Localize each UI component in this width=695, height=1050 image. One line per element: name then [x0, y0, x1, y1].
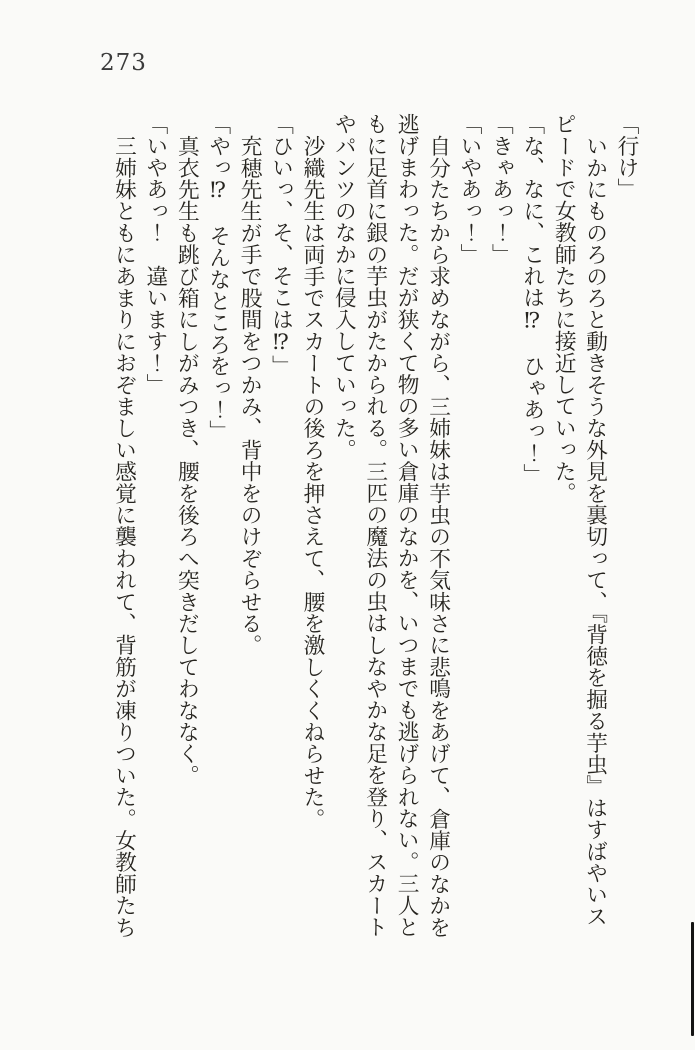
text-line-narrative: 沙織先生は両手でスカートの後ろを押さえて、腰を激しくくねらせた。	[299, 134, 325, 830]
text-line-dialogue: 「いやあっ！」	[456, 113, 482, 265]
text-line-dialogue: 「やっ⁉ そんなところをっ！」	[205, 113, 231, 442]
page-number: 273	[100, 50, 147, 76]
text-line-narrative: 真衣先生も跳び箱にしがみつき、腰を後ろへ突きだしてわななく。	[174, 134, 200, 786]
text-line-narrative: いかにものろのろと動きそうな外見を裏切って、『背徳を掘る芋虫』はすばやいスピードで女教師たちに接近していった。	[551, 113, 608, 927]
scan-edge-artifact	[691, 922, 694, 1036]
text-line-dialogue: 「行け」	[614, 113, 639, 200]
text-line-dialogue: 「な、なに、これは⁉ ひゃあっ！」	[519, 113, 545, 486]
novel-text	[108, 113, 642, 943]
text-line-narrative: 充穂先生が手で股間をつかみ、背中をのけぞらせる。	[237, 134, 263, 656]
text-line-narrative: 自分たちから求めながら、三姉妹は芋虫の不気味さに悲鳴をあげて、倉庫のなかを逃げまわった。だが狭くて物の多い倉庫のなかを、いつまでも逃げられない。三人ともに足首に銀の芋虫がたかられる。三匹の魔法の虫はしなやかな足を登り、スカートやパンツのなかに侵入していった。	[331, 113, 451, 938]
text-line-dialogue: 「ひいっ、そ、そこは⁉」	[268, 113, 294, 377]
text-line-dialogue: 「きゃあっ！」	[488, 113, 514, 265]
text-line-dialogue: 「いやあっ！ 違います！」	[142, 113, 168, 396]
text-line-narrative: 三姉妹ともにあまりにおぞましい感覚に襲われて、背筋が凍りついた。女教師たち	[111, 134, 137, 938]
